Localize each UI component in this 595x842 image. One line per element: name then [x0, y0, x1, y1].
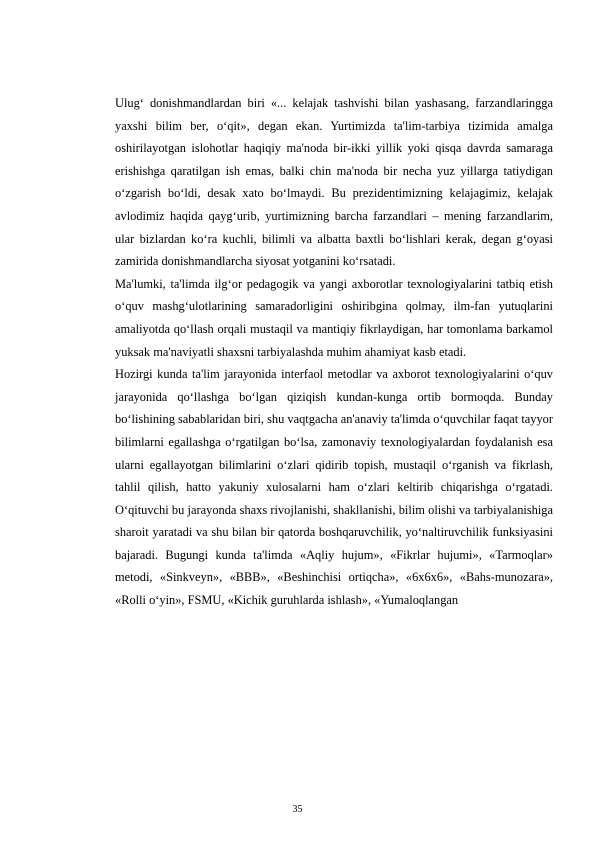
paragraph-2-text: Ma'lumki, ta'limda ilg‘or pedagogik va yangi axborotlar texnologiyalarini tatbiq etish o‘quv mashg‘ulotlarining samaradorligini oshiribgina qolmay, ilm-fan yutuqlarini amaliyotda qo‘llash orqali mustaqil va mantiqiy fikrlaydigan, har tomonlama barkamol yuksak ma'naviyatli shaxsni tarbiyalashda muhim ahamiyat kasb etadi. — [115, 276, 553, 359]
paragraph-3-text: Hozirgi kunda ta'lim jarayonida interfaol metodlar va axborot texnologiyalarini o‘quv jarayonida qo‘llashga bo‘lgan qiziqish kundan-kunga ortib bormoqda. Bunday bo‘lishining sabablaridan biri, shu vaqtgacha an'anaviy ta'limda o‘quvchilar faqat tayyor bilimlarni egallashga o‘rgatilgan bo‘lsa, zamonaviy texnologiyalardan foydalanish esa ularni egallayotgan bilimlarini o‘zlari qidirib topish, mustaqil o‘rganish va fikrlash, tahlil qilish, hatto yakuniy xulosalarni ham o‘zlari keltirib chiqarishga o‘rgatadi. O‘qituvchi bu jarayonda shaxs rivojlanishi, shakllanishi, bilim olishi va tarbiyalanishiga sharoit yaratadi va shu bilan bir qatorda boshqaruvchilik, yo‘naltiruvchilik funksiyasini bajaradi. Bugungi kunda ta'limda «Aqliy hujum», «Fikrlar hujumi», «Tarmoqlar» metodi, «Sinkveyn», «BBB», «Beshinchisi ortiqcha», «6x6x6», «Bahs-munozara», «Rolli o‘yin», FSMU, «Kichik guruhlarda ishlash», «Yumaloqlangan — [115, 367, 553, 608]
paragraph-2 — [115, 273, 553, 363]
paragraph-3 — [115, 363, 553, 612]
document-body — [115, 92, 553, 612]
paragraph-1 — [115, 92, 553, 273]
paragraph-1-text: Ulug‘ donishmandlardan biri «... kelajak tashvishi bilan yashasang, farzandlaringga yaxshi bilim ber, o‘qit», degan ekan. Yurtimizda ta'lim-tarbiya tizimida amalga oshirilayotgan islohotlar haqiqiy ma'noda bir-ikki yillik yoki qisqa davrda samaraga erishishga qaratilgan ish emas, balki chin ma'noda bir necha yuz yillarga tatiydigan o‘zgarish bo‘ldi, desak xato bo‘lmaydi. Bu prezidentimizning kelajagimiz, kelajak avlodimiz haqida qayg‘urib, yurtimizning barcha farzandlari – mening farzandlarim, ular bizlardan ko‘ra kuchli, bilimli va albatta baxtli bo‘lishlari kerak, degan g‘oyasi zamirida donishmandlarcha siyosat yotganini ko‘rsatadi. — [115, 96, 553, 269]
page-number: 35 — [292, 804, 303, 815]
